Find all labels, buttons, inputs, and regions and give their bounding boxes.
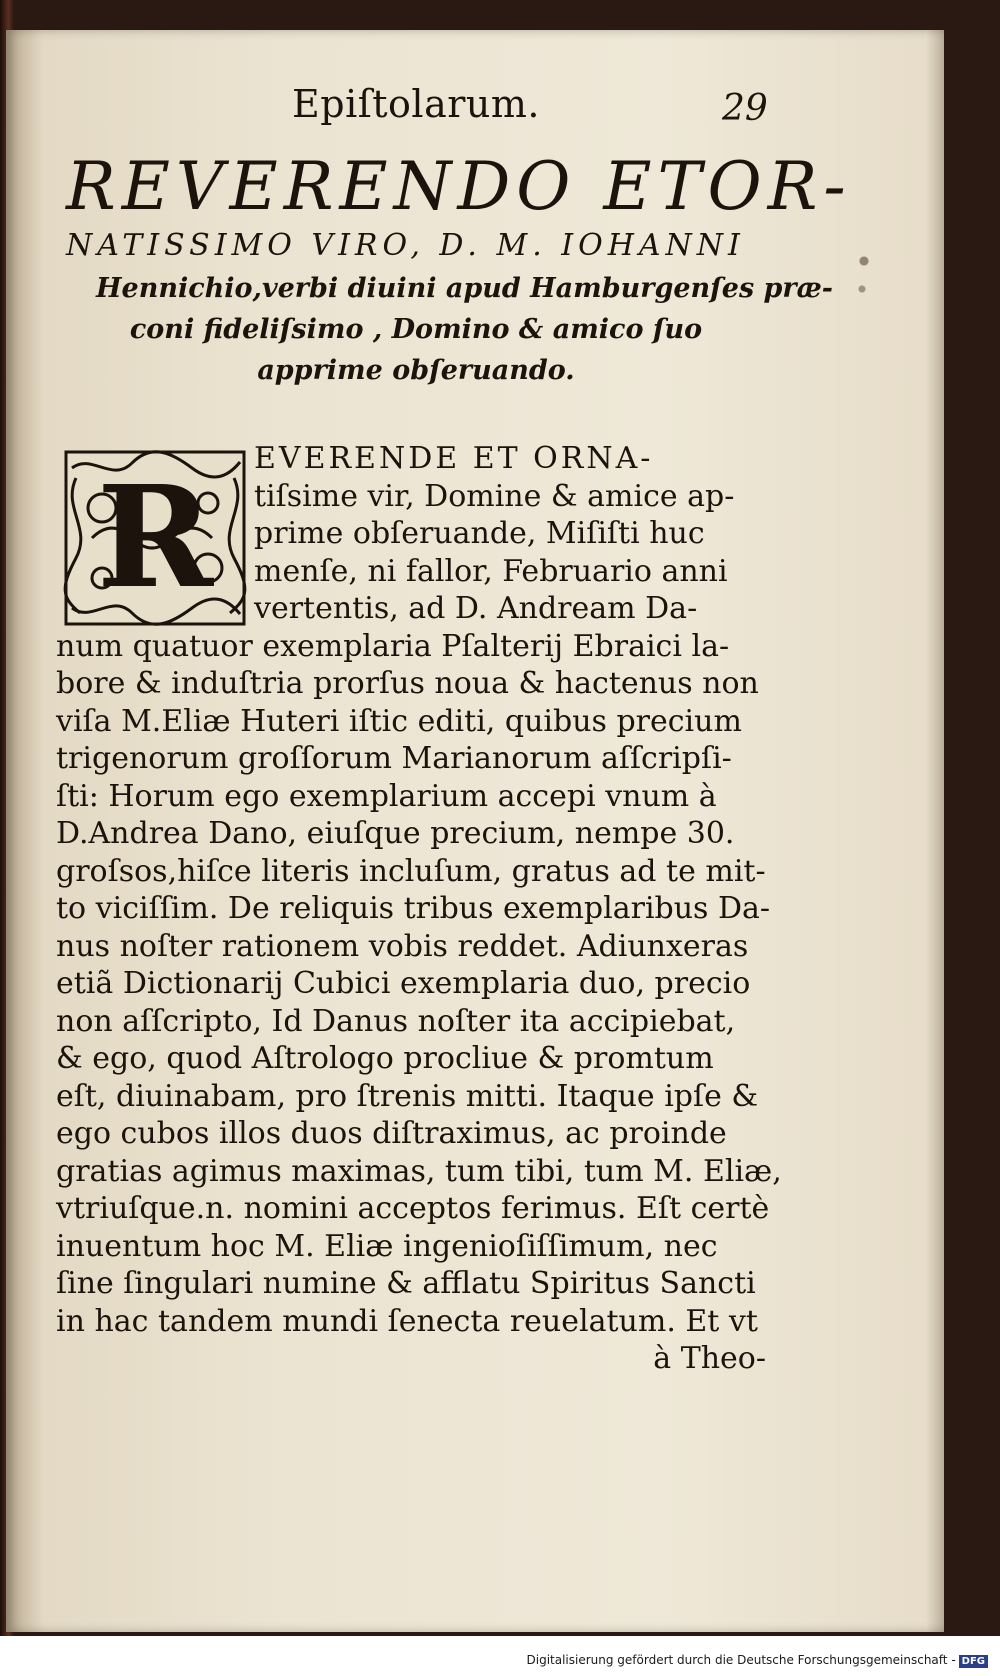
text-line: gratias agimus maximas, tum tibi, tum M. Eliæ, xyxy=(56,1153,782,1189)
running-head: Epiſtolarum. xyxy=(292,82,540,126)
text-line: groſsos,hiſce literis incluſum, gratus ad te mit- xyxy=(56,853,766,889)
text-line: tiſsime vir, Domine & amice ap- xyxy=(254,478,735,514)
svg-text:R: R xyxy=(96,456,214,620)
footer-credit xyxy=(527,1653,989,1668)
text-line: EVERENDE ET ORNA- xyxy=(254,441,654,476)
text-line: D.Andrea Dano, eiuſque precium, nempe 30. xyxy=(56,816,735,851)
title-line-2: NATISSIMO VIRO, D. M. IOHANNI xyxy=(66,228,745,263)
text-line: to viciſſim. De reliquis tribus exemplaribus Da- xyxy=(56,891,771,926)
dfg-logo: DFG xyxy=(959,1655,988,1668)
text-line: ego cubos illos duos diſtraximus, ac proinde xyxy=(56,1116,727,1151)
text-line: non aſſcripto, Id Danus noſter ita accipiebat, xyxy=(56,1003,736,1039)
book-page xyxy=(6,30,944,1632)
catchword: à Theo- xyxy=(653,1341,766,1376)
text-line: nus noſter rationem vobis reddet. Adiunxeras xyxy=(56,928,749,964)
text-line: eſt, diuinabam, pro ſtrenis mitti. Itaque ipſe & xyxy=(56,1078,759,1114)
text-line: vertentis, ad D. Andream Da- xyxy=(254,591,698,626)
text-line: inuentum hoc M. Eliæ ingenioſiſſimum, nec xyxy=(56,1228,718,1264)
dedication-line: apprime obſeruando. xyxy=(257,355,575,386)
text-line: etiã Dictionarij Cubici exemplaria duo, precio xyxy=(56,966,751,1001)
text-line: bore & induſtria prorſus noua & hactenus non xyxy=(56,666,759,701)
footer-credit-text: Digitalisierung gefördert durch die Deutsche Forschungsgemeinschaft - xyxy=(526,1653,956,1667)
text-line: ſti: Horum ego exemplarium accepi vnum à xyxy=(56,778,717,814)
page-stain xyxy=(854,240,874,310)
text-line: viſa M.Eliæ Huteri iſtic editi, quibus precium xyxy=(56,703,742,739)
text-line: vtriuſque.n. nomini acceptos ferimus. Eſt certè xyxy=(56,1191,770,1226)
text-line: num quatuor exemplaria Pſalterij Ebraici la- xyxy=(56,628,730,664)
page-number: 29 xyxy=(722,88,768,129)
title-line-1: REVERENDO ETOR- xyxy=(66,148,852,225)
dedication-line: coni fideliſsimo , Domino & amico ſuo xyxy=(129,314,703,345)
text-line: & ego, quod Aſtrologo procliue & promtum xyxy=(56,1041,714,1076)
text-line: trigenorum groſſorum Marianorum aſſcripſi- xyxy=(56,741,732,776)
dedication-line: Hennichio,verbi diuini apud Hamburgenſes præ- xyxy=(96,273,834,304)
text-line: prime obſeruande, Miſiſti huc xyxy=(254,516,705,551)
body-text xyxy=(56,440,782,1378)
footer-bar xyxy=(0,1636,1000,1676)
text-line: ſine ſingulari numine & afflatu Spiritus Sancti xyxy=(56,1266,756,1301)
text-line: in hac tandem mundi ſenecta reuelatum. Et vt xyxy=(56,1303,758,1339)
dedication xyxy=(96,268,834,391)
text-line: menſe, ni fallor, Februario anni xyxy=(254,553,728,589)
